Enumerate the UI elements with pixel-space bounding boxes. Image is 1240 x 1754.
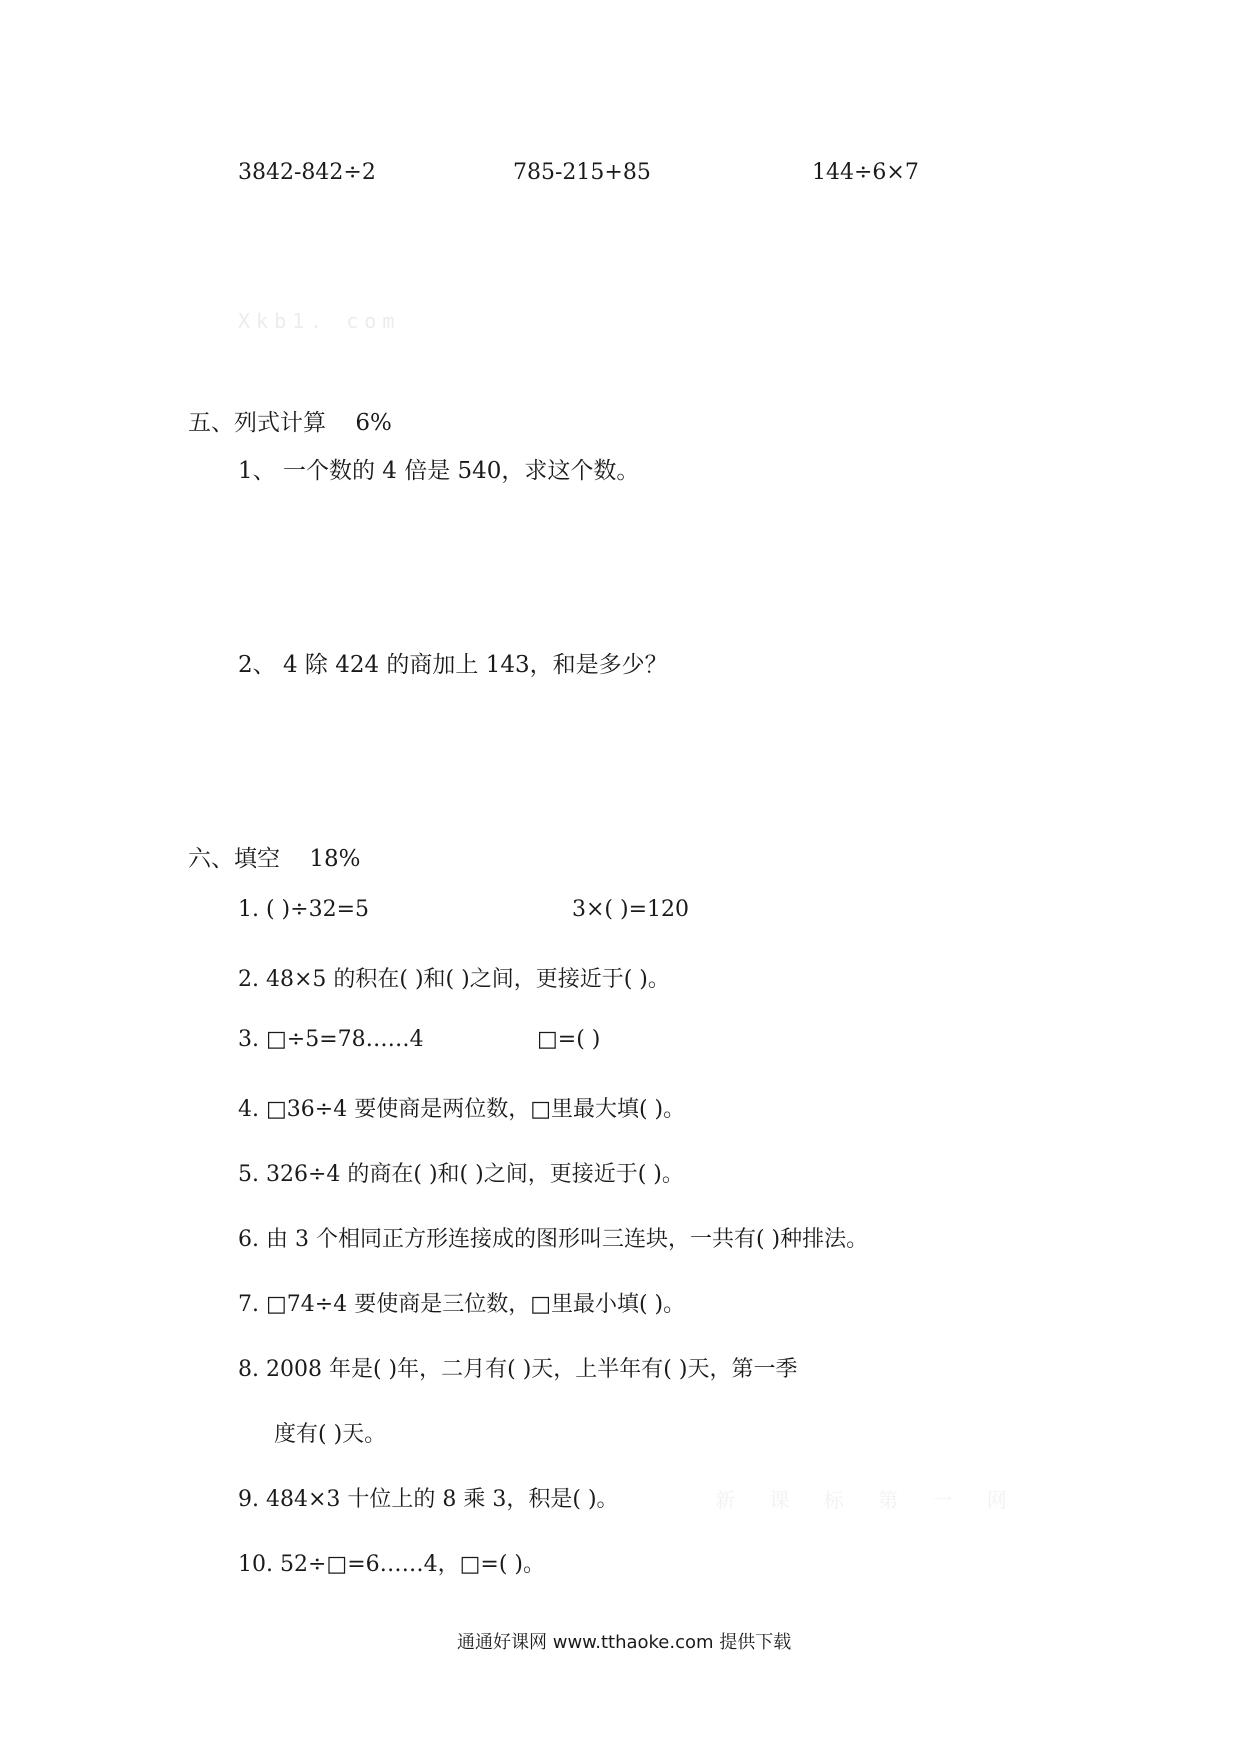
- fill-item-5: 5. 326÷4 的商在( )和( )之间，更接近于( )。: [238, 1162, 684, 1187]
- fill-item-9: 9. 484×3 十位上的 8 乘 3，积是( )。: [238, 1487, 619, 1512]
- fill-item-10: 10. 52÷□=6……4，□=( )。: [238, 1552, 546, 1577]
- fill-item-6: 6. 由 3 个相同正方形连接成的图形叫三连块，一共有( )种排法。: [238, 1227, 869, 1252]
- section-5-item-1: 1、 一个数的 4 倍是 540，求这个数。: [238, 458, 640, 484]
- watermark-text-2: 新 课 标 第 一 网: [715, 1488, 1021, 1512]
- section-5-item-2: 2、 4 除 424 的商加上 143，和是多少？: [238, 652, 668, 678]
- section-5-title: 五、列式计算: [188, 410, 326, 436]
- calc-expression-3: 144÷6×7: [812, 160, 919, 185]
- fill-item-3b: □=( ): [537, 1027, 601, 1052]
- fill-item-8a: 8. 2008 年是( )年，二月有( )天，上半年有( )天，第一季: [238, 1357, 798, 1382]
- section-5-score: 6%: [355, 410, 392, 436]
- calc-expression-1: 3842-842÷2: [238, 160, 376, 185]
- watermark-text: Xkb1. com: [238, 309, 401, 333]
- calc-expression-2: 785-215+85: [513, 160, 651, 185]
- fill-item-2: 2. 48×5 的积在( )和( )之间，更接近于( )。: [238, 967, 670, 992]
- fill-item-7: 7. □74÷4 要使商是三位数，□里最小填( )。: [238, 1292, 686, 1317]
- page-footer: 通通好课网 www.tthaoke.com 提供下载: [457, 1632, 792, 1653]
- fill-item-3a: 3. □÷5=78……4: [238, 1027, 424, 1052]
- section-6-heading: [188, 840, 360, 873]
- fill-item-8b: 度有( )天。: [274, 1422, 387, 1447]
- section-5-heading: [188, 404, 392, 437]
- fill-item-1b: 3×( )=120: [572, 897, 690, 922]
- fill-item-1a: 1. ( )÷32=5: [238, 897, 370, 922]
- fill-item-4: 4. □36÷4 要使商是两位数，□里最大填( )。: [238, 1097, 686, 1122]
- section-6-score: 18%: [309, 846, 361, 872]
- section-6-title: 六、填空: [188, 846, 280, 872]
